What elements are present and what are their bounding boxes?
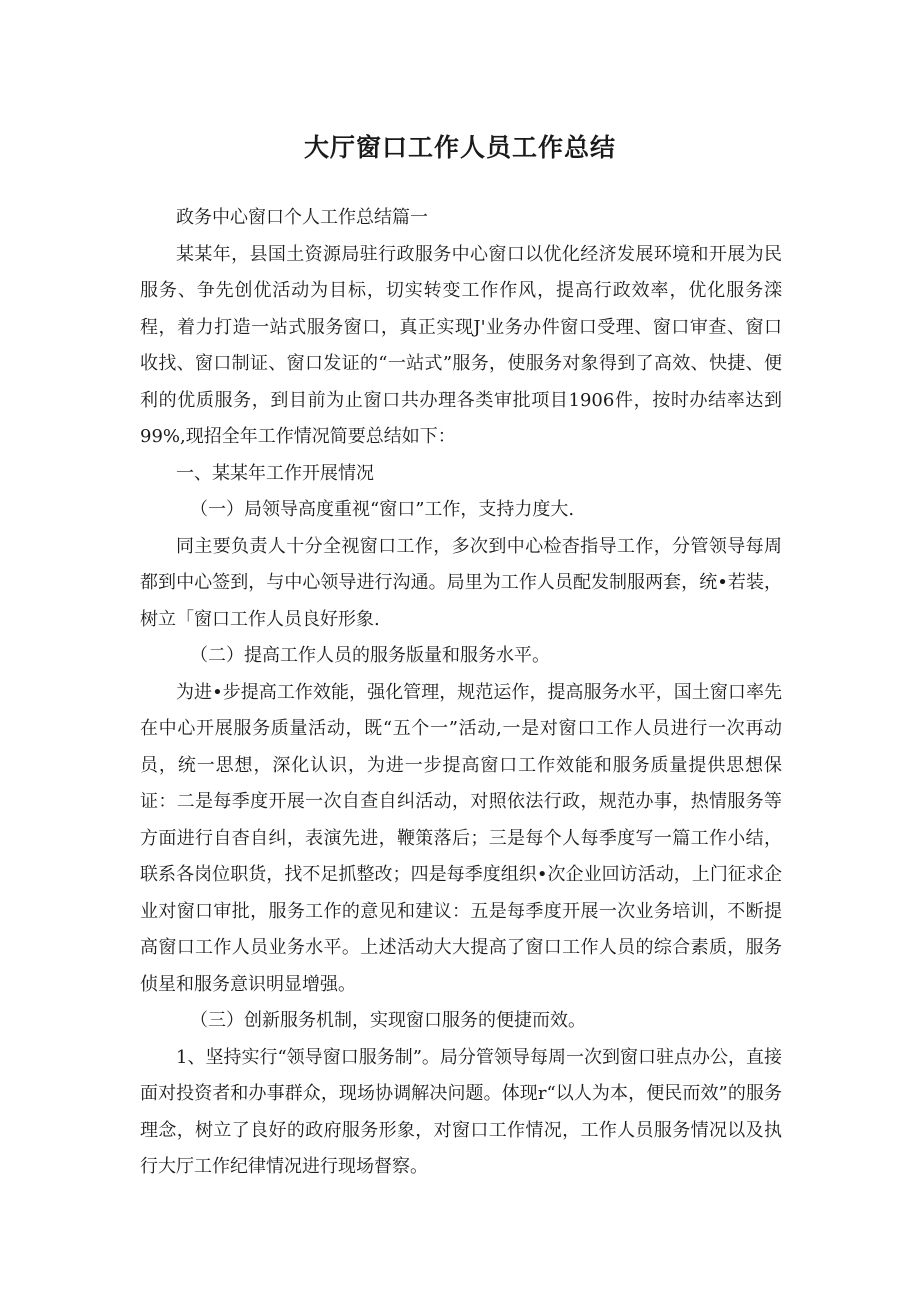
section-heading: 政务中心窗口个人工作总结篇一 (176, 207, 428, 228)
document-body (140, 200, 782, 1186)
paragraph: 1、坚持实行“领导窗口服务制”。局分管领导每周一次到窗口驻点办公，直接面对投资者和办事群众，现场协调解决问题。体现r“以人为本，便民而效”的服务理念，树立了良好的政府服务形象，对窗口工作情况，工作人员服务情况以及执行大厅工作纪律情况进行现场督察。 (140, 1046, 782, 1177)
subsection-heading: （三）创新服务机制，实现窗口服务的便捷而效。 (190, 1010, 586, 1031)
subsection-heading: （二）提高工作人员的服务版量和服务水平。 (190, 645, 550, 666)
subsection-heading: （一）局领导高度重视“窗口”工作，支持力度大. (190, 499, 575, 520)
paragraph: 某某年，县国土资源局驻行政服务中心窗口以优化经济发展环境和开展为民服务、争先创优活动为目标，切实转变工作作风，提高行政效率，优化服务滦程，着力打造一站式服务窗口，真正实现J'业务办件窗口受理、窗口审查、窗口收找、窗口制证、窗口发证的“一站式”服务，使服务对象得到了高效、快捷、便利的优质服务，到目前为止窗口共办理各类审批项目1906件，按时办结率达到99%,现招全年工作情况简要总结如下： (140, 243, 782, 447)
paragraph: 同主要负责人十分全视窗口工作，多次到中心检杳指导工作，分管领导每周都到中心签到，与中心领导进行沟通。局里为工作人员配发制服两套，统•若装，树立「窗口工作人员良好形象. (140, 535, 782, 630)
paragraph: 为进•步提高工作效能，强化管理，规范运作，提高服务水平，国土窗口率先在中心开展服务质量活动，既“五个一”活动,一是对窗口工作人员进行一次再动员，统一思想，深化认识，为进一步提高窗口工作效能和服务质量提供思想保证：二是每季度开展一次自查自纠活动，对照依法行政，规范办事，热情服务等方面进行自杳自纠，表演先进，鞭策落后；三是每个人每季度写一篇工作小结，联系各岗位职货，找不足抓整改；四是每季度组织•次企业回访活动，上门征求企业对窗口审批，服务工作的意见和建议：五是每季度开展一次业务培训，不断提高窗口工作人员业务水平。上述活动大大提高了窗口工作人员的综合素质，服务侦星和服务意识明显增强。 (140, 681, 782, 995)
section-heading: 一、某某年工作开展情况 (176, 462, 374, 484)
document-title: 大厅窗口工作人员工作总结 (303, 133, 616, 162)
